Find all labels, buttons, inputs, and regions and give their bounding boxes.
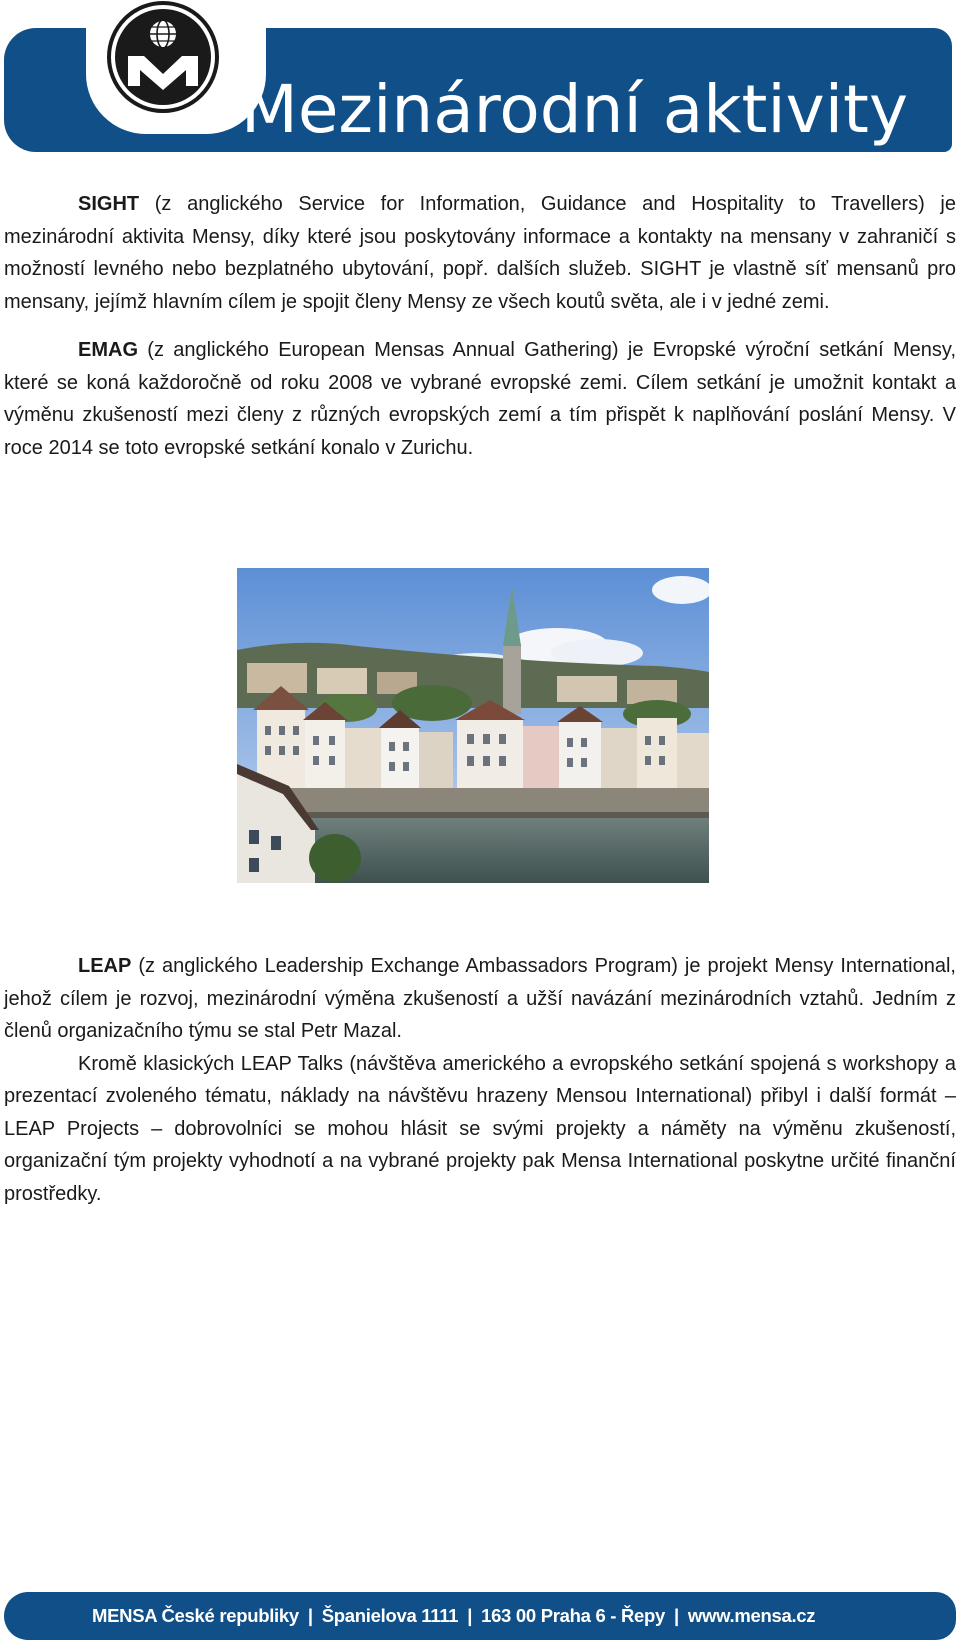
emag-paragraph xyxy=(4,334,956,464)
emag-term: EMAG xyxy=(78,339,138,361)
footer-info xyxy=(92,1592,815,1640)
footer-separator: | xyxy=(674,1605,679,1626)
leap-section xyxy=(4,950,956,1210)
zurich-cityscape-photo xyxy=(237,568,709,883)
sight-term: SIGHT xyxy=(78,193,140,215)
emag-text: (z anglického European Mensas Annual Gathering) je Evropské výroční setkání Mensy, které se koná každoročně od roku 2008 ve vybrané evropské zemi. Cílem setkání je umožnit kontakt a výměnu zkušeností mezi členy z různých evropských zemí a tím přispět k naplňování poslání Mensy. V roce 2014 se toto evropské setkání konalo v Zurichu. xyxy=(4,339,956,459)
footer-web-link[interactable]: www.mensa.cz xyxy=(687,1605,816,1626)
footer-org: MENSA České republiky xyxy=(92,1605,299,1626)
leap-paragraph xyxy=(4,950,956,1048)
leap-term: LEAP xyxy=(78,955,132,977)
page-title: Mezinárodní aktivity xyxy=(240,71,908,148)
footer-address: Španielova 1111 xyxy=(321,1605,459,1626)
footer-separator: | xyxy=(467,1605,473,1626)
page-header xyxy=(0,0,960,160)
page-footer xyxy=(4,1592,956,1640)
mensa-logo-icon xyxy=(104,0,222,118)
footer-city: 163 00 Praha 6 - Řepy xyxy=(481,1605,666,1626)
intro-text xyxy=(4,188,956,464)
sight-paragraph xyxy=(4,188,956,318)
sight-text: (z anglického Service for Information, Guidance and Hospitality to Travellers) je mezinárodní aktivita Mensy, díky které jsou poskytovány informace a kontakty na mensany v zahraničí s možností levného nebo bezplatného ubytování, popř. dalších služeb. SIGHT je vlastně síť mensanů pro mensany, jejímž hlavním cílem je spojit členy Mensy ze všech koutů světa, ale i v jedné zemi. xyxy=(4,193,956,313)
leap-more-paragraph: Kromě klasických LEAP Talks (návštěva amerického a evropského setkání spojená s workshopy a prezentací zvoleného tématu, náklady na návštěvu hrazeny Mensou International) přibyl i další formát – LEAP Projects – dobrovolníci se mohou hlásit se svými projekty a náměty na výměnu zkušeností, organizační tým projekty vyhodnotí a na vybrané projekty pak Mensa International poskytne určité finanční prostředky. xyxy=(4,1052,956,1205)
footer-separator: | xyxy=(307,1605,313,1626)
leap-text: (z anglického Leadership Exchange Ambassadors Program) je projekt Mensy International, jehož cílem je rozvoj, mezinárodní výměna zkušeností a užší navázání mezinárodních vztahů. Jedním z členů organizačního týmu se stal Petr Mazal. xyxy=(4,955,956,1042)
